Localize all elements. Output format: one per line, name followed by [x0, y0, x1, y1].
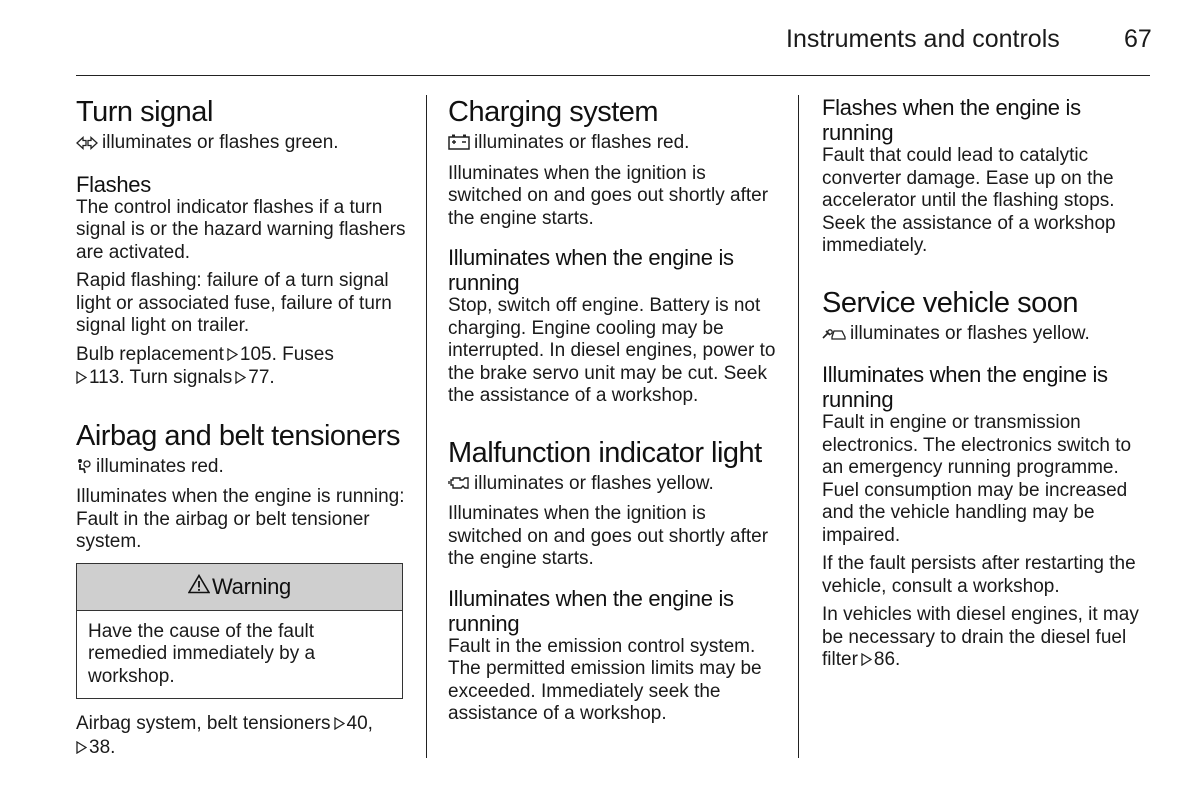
- turn-signal-heading: Turn signal: [76, 96, 213, 128]
- flashes-heading: Flashes: [76, 171, 151, 197]
- charging-sub-heading: Illuminates when the engine is running: [448, 245, 734, 295]
- charging-sub-text: Stop, switch off engine. Battery is not charging. Engine cooling may be interrupted. In diesel engines, power to the brake servo unit may be cut. Seek the assistance of a workshop.: [448, 295, 776, 406]
- service-persist-text: If the fault persists after restarting the vehicle, consult a workshop.: [822, 553, 1136, 597]
- column-divider-1: [426, 95, 427, 758]
- flashes-running-text: Fault that could lead to catalytic converter damage. Ease up on the accelerator until the flashing stops. Seek the assistance of a workshop immediately.: [822, 145, 1116, 256]
- charging-intro: illuminates or flashes red.: [448, 132, 783, 157]
- column-3: [822, 95, 1154, 679]
- turn-signal-references: Bulb replacement 105. Fuses 113. Turn signals 77.: [76, 344, 406, 391]
- battery-icon: [448, 134, 470, 157]
- malfunction-heading: Malfunction indicator light: [448, 436, 762, 469]
- airbag-heading: Airbag and belt tensioners: [76, 419, 400, 452]
- page-ref-arrow-icon: [861, 650, 872, 673]
- column-divider-2: [798, 95, 799, 758]
- header-rule: [76, 75, 1150, 76]
- airbag-intro: illuminates red.: [76, 456, 406, 481]
- malfunction-sub-heading: Illuminates when the engine is running: [448, 585, 734, 636]
- warning-box: [76, 563, 403, 700]
- airbag-references: Airbag system, belt tensioners 40, 38.: [76, 713, 406, 760]
- warning-triangle-icon: [188, 574, 210, 600]
- charging-text: Illuminates when the ignition is switched on and goes out shortly after the engine starts.: [448, 162, 769, 229]
- malfunction-sub-text: Fault in the emission control system. The permitted emission limits may be exceeded. Immediately seek the assistance of a workshop.: [448, 635, 762, 724]
- flashes-text: The control indicator flashes if a turn signal is or the hazard warning flashers are activated.: [76, 196, 406, 263]
- turn-signal-intro: illuminates or flashes green.: [76, 132, 406, 157]
- airbag-text: Illuminates when the engine is running: Fault in the airbag or belt tensioner system.: [76, 486, 405, 552]
- turn-signal-arrows-icon: [76, 134, 98, 157]
- page-ref-arrow-icon: [334, 714, 345, 737]
- column-1: [76, 95, 406, 766]
- page-ref-arrow-icon: [235, 368, 246, 391]
- page-number: 67: [1124, 25, 1152, 53]
- service-sub-heading: Illuminates when the engine is running: [822, 362, 1108, 412]
- service-diesel-text: In vehicles with diesel engines, it may be necessary to drain the diesel fuel filter 86.: [822, 604, 1154, 673]
- column-2: [448, 95, 783, 732]
- header-title: Instruments and controls: [786, 25, 1060, 53]
- service-sub-text: Fault in engine or transmission electronics. The electronics switch to an emergency running programme. Fuel consumption may be increased and the vehicle handling may be impaired.: [822, 412, 1132, 546]
- malfunction-text: Illuminates when the ignition is switched on and goes out shortly after the engine starts.: [448, 503, 769, 569]
- page-ref-arrow-icon: [76, 738, 87, 761]
- page-ref-arrow-icon: [227, 345, 238, 368]
- rapid-flashing-text: Rapid flashing: failure of a turn signal light or associated fuse, failure of turn signal light on trailer.: [76, 270, 392, 336]
- warning-text: Have the cause of the fault remedied immediately by a workshop.: [88, 620, 316, 687]
- flashes-running-heading: Flashes when the engine is running: [822, 95, 1081, 145]
- page-ref-arrow-icon: [76, 368, 87, 391]
- warning-header: Warning: [77, 564, 402, 611]
- service-wrench-car-icon: [822, 325, 846, 348]
- service-heading: Service vehicle soon: [822, 286, 1078, 319]
- service-intro: illuminates or flashes yellow.: [822, 323, 1154, 348]
- airbag-icon: [76, 458, 92, 481]
- engine-check-icon: [448, 475, 470, 498]
- malfunction-intro: illuminates or flashes yellow.: [448, 473, 783, 498]
- charging-heading: Charging system: [448, 96, 659, 128]
